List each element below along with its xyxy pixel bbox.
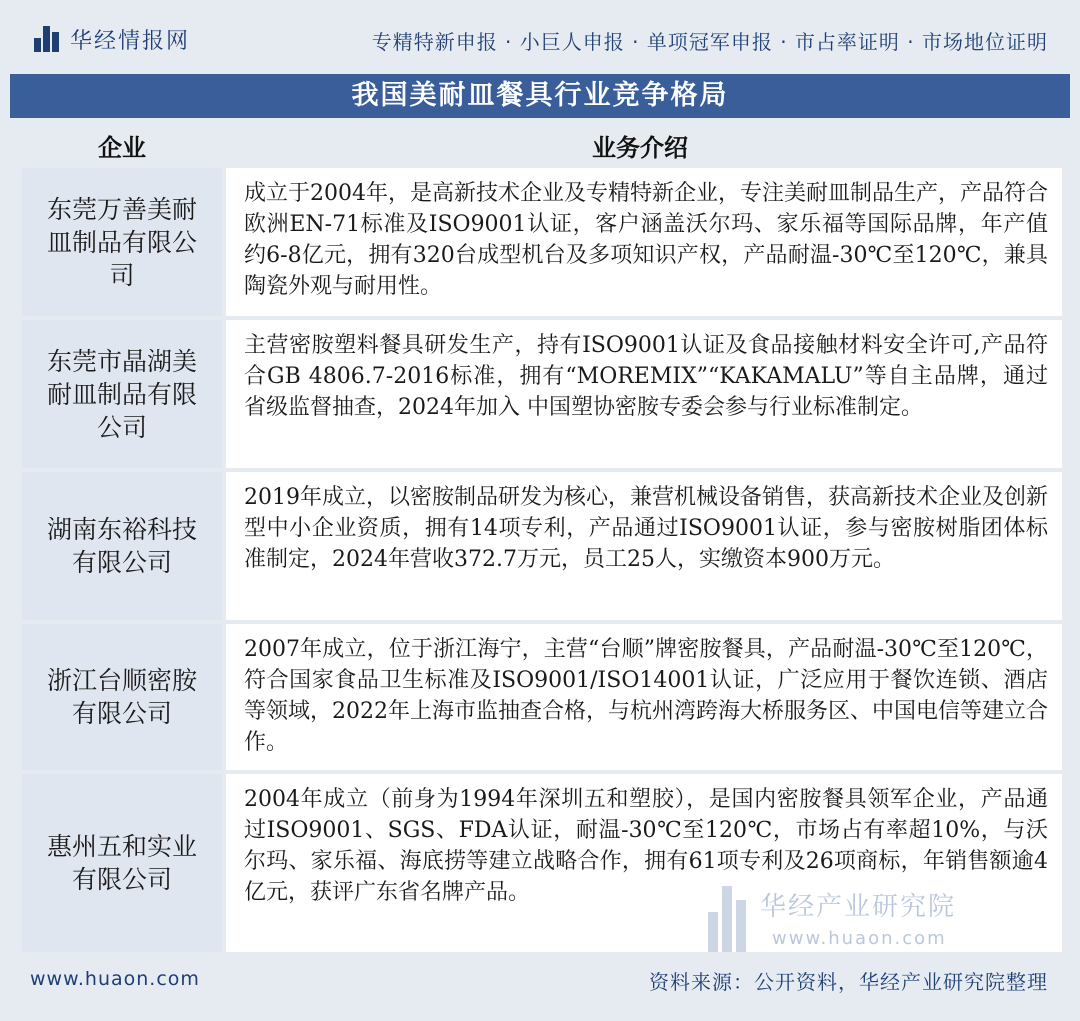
business-description: 成立于2004年，是高新技术企业及专精特新企业，专注美耐皿制品生产，产品符合欧洲EN-71标准及ISO9001认证，客户涵盖沃尔玛、家乐福等国际品牌，年产值约6-8亿元，拥有320台成型机台及多项知识产权，产品耐温-30℃至120℃，兼具陶瓷外观与耐用性。 bbox=[226, 168, 1062, 316]
business-description: 2019年成立，以密胺制品研发为核心，兼营机械设备销售，获高新技术企业及创新型中小企业资质，拥有14项专利，产品通过ISO9001认证，参与密胺树脂团体标准制定，2024年营收372.7万元，员工25人，实缴资本900万元。 bbox=[226, 472, 1062, 620]
brand-name: 华经情报网 bbox=[70, 28, 191, 54]
competition-table bbox=[22, 122, 1062, 956]
column-header-business: 业务介绍 bbox=[592, 132, 688, 162]
business-description: 主营密胺塑料餐具研发生产，持有ISO9001认证及食品接触材料安全许可,产品符合GB 4806.7-2016标准，拥有“MOREMIX”“KAKAMALU”等自主品牌，通过省级监督抽查，2024年加入 中国塑协密胺专委会参与行业标准制定。 bbox=[226, 320, 1062, 468]
top-header bbox=[0, 0, 1080, 76]
watermark-name: 华经产业研究院 bbox=[760, 892, 957, 922]
table-row bbox=[22, 774, 1062, 952]
table-header bbox=[22, 122, 1062, 168]
footer-website[interactable]: www.huaon.com bbox=[30, 968, 200, 990]
company-name: 浙江台顺密胺有限公司 bbox=[22, 624, 222, 770]
services-list: 专精特新申报 · 小巨人申报 · 单项冠军申报 · 市占率证明 · 市场地位证明 bbox=[371, 30, 1048, 54]
brand-logo-icon bbox=[34, 26, 60, 52]
table-row bbox=[22, 472, 1062, 620]
company-name: 惠州五和实业有限公司 bbox=[22, 774, 222, 952]
table-row bbox=[22, 624, 1062, 770]
table-row bbox=[22, 320, 1062, 468]
brand-logo[interactable] bbox=[34, 24, 190, 54]
company-name: 东莞市晶湖美耐皿制品有限公司 bbox=[22, 320, 222, 468]
column-header-company: 企业 bbox=[98, 132, 146, 162]
company-name: 湖南东裕科技有限公司 bbox=[22, 472, 222, 620]
business-description: 2007年成立，位于浙江海宁，主营“台顺”牌密胺餐具，产品耐温-30℃至120℃，符合国家食品卫生标准及ISO9001/ISO14001认证，广泛应用于餐饮连锁、酒店等领域，2022年上海市监抽查合格，与杭州湾跨海大桥服务区、中国电信等建立合作。 bbox=[226, 624, 1062, 770]
watermark-url: www.huaon.com bbox=[772, 928, 947, 949]
page-title: 我国美耐皿餐具行业竞争格局 bbox=[10, 74, 1070, 118]
company-name: 东莞万善美耐皿制品有限公司 bbox=[22, 168, 222, 316]
table-row bbox=[22, 168, 1062, 316]
footer-source: 资料来源：公开资料，华经产业研究院整理 bbox=[649, 970, 1048, 994]
watermark-logo-icon bbox=[708, 882, 748, 952]
business-description: 2004年成立（前身为1994年深圳五和塑胶），是国内密胺餐具领军企业，产品通过ISO9001、SGS、FDA认证，耐温-30℃至120℃，市场占有率超10%，与沃尔玛、家乐福、海底捞等建立战略合作，拥有61项专利及26项商标，年销售额逾4亿元，获评广东省名牌产品。 bbox=[226, 774, 1062, 952]
